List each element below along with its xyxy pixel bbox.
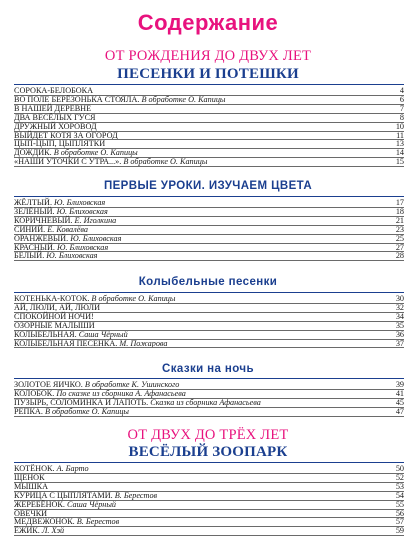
entry-page-number: 53 <box>395 481 404 491</box>
entry-author: Саша Чёрный <box>78 329 128 339</box>
entry-author: В обработке О. Капицы <box>44 406 129 416</box>
entry-title: ЗЕЛЁНЫЙ. <box>14 206 55 216</box>
entry-page-number: 6 <box>399 94 404 104</box>
entry-title: МЕДВЕЖОНОК. <box>14 517 75 527</box>
entry-title: ВО ПОЛЕ БЕРЁЗОНЬКА СТОЯЛА. <box>14 94 140 104</box>
section-divider <box>14 378 404 379</box>
entry-page-number: 32 <box>395 302 404 312</box>
entry-title: В НАШЕЙ ДЕРЕВНЕ <box>14 103 92 113</box>
entry-author: Ю. Блиховская <box>57 242 109 252</box>
entry-title: ЁЖИК. <box>14 526 40 536</box>
entry-title: ПУЗЫРЬ, СОЛОМИНКА И ЛАПОТЬ. <box>14 397 149 407</box>
toc-entry[interactable] <box>14 518 404 527</box>
entry-title: ЦЫП-ЦЫП, ЦЫПЛЯТКИ <box>14 139 106 149</box>
section-list-lullabies <box>14 295 404 348</box>
toc-entry[interactable] <box>14 465 404 474</box>
entry-title: ДОЖДИК. <box>14 148 52 158</box>
entry-page-number: 25 <box>395 233 404 243</box>
entry-title: ЖЕРЕБЁНОК. <box>14 499 65 509</box>
entry-author: В обработке О. Капицы <box>91 294 176 303</box>
entry-page-number: 4 <box>399 86 404 95</box>
section-heading-tales: Сказки на ночь <box>162 363 254 375</box>
entry-page-number: 28 <box>395 251 404 261</box>
entry-title: ЩЕНОК <box>14 472 45 482</box>
entry-author: Ю. Блиховская <box>56 206 108 216</box>
entry-underline <box>14 260 404 261</box>
entry-page-number: 10 <box>395 121 404 131</box>
entry-page-number: 34 <box>395 311 404 321</box>
entry-page-number: 11 <box>396 130 404 140</box>
toc-entry[interactable] <box>14 408 404 417</box>
entry-page-number: 7 <box>399 103 404 113</box>
entry-author: В. Берестов <box>114 490 158 500</box>
part-heading-1: ОТ РОЖДЕНИЯ ДО ДВУХ ЛЕТ <box>104 48 312 64</box>
entry-author: Л. Хэй <box>41 526 65 536</box>
entry-title: СПОКОЙНОЙ НОЧИ! <box>14 311 94 321</box>
entry-author: В обработке О. Капицы <box>123 157 208 167</box>
entry-page-number: 56 <box>395 508 404 518</box>
entry-author: М. Пожарова <box>119 338 168 348</box>
entry-underline <box>14 416 404 417</box>
page-title: Содержание <box>137 10 279 35</box>
entry-page-number: 14 <box>395 148 404 158</box>
entry-title: КОРИЧНЕВЫЙ. <box>14 215 73 225</box>
toc-entry[interactable] <box>14 474 404 483</box>
entry-title: КРАСНЫЙ. <box>14 242 55 252</box>
toc-entry[interactable] <box>14 158 404 167</box>
entry-underline <box>14 347 404 348</box>
entry-title: КОЛОБОК. <box>14 388 55 398</box>
section-list-zoo <box>14 465 404 536</box>
entry-page-number: 21 <box>395 215 404 225</box>
entry-title: МЫШКА <box>14 481 49 491</box>
entry-page-number: 39 <box>395 380 404 389</box>
entry-title: ЗОЛОТОЕ ЯИЧКО. <box>14 380 83 389</box>
entry-author: Ю. Блиховская <box>54 198 106 207</box>
entry-author: Е. Иголкина <box>74 215 117 225</box>
entry-underline <box>14 166 404 167</box>
toc-entry[interactable] <box>14 340 404 349</box>
entry-title: ДРУЖНЫЙ ХОРОВОД <box>14 121 97 131</box>
entry-page-number: 23 <box>395 224 404 234</box>
entry-underline <box>14 535 404 536</box>
entry-title: РЕПКА. <box>14 406 43 416</box>
entry-title: АЙ, ЛЮЛИ, АЙ, ЛЮЛИ <box>14 302 100 312</box>
entry-page-number: 36 <box>395 329 404 339</box>
entry-title: ОВЕЧКИ <box>14 508 48 518</box>
entry-page-number: 54 <box>395 490 404 500</box>
entry-title: «НАШИ УТОЧКИ С УТРА...». <box>14 157 122 167</box>
section-list-colors <box>14 199 404 261</box>
section-list-songs <box>14 87 404 167</box>
entry-page-number: 45 <box>395 397 404 407</box>
section-heading-zoo: ВЕСЁЛЫЙ ЗООПАРК <box>128 444 288 460</box>
section-divider <box>14 462 404 463</box>
entry-title: БЕЛЫЙ. <box>14 251 45 261</box>
toc-entry[interactable] <box>14 501 404 510</box>
section-heading-lullabies: Колыбельные песенки <box>138 276 278 288</box>
entry-page-number: 57 <box>395 517 404 527</box>
entry-page-number: 47 <box>395 406 404 416</box>
entry-title: СИНИЙ. <box>14 224 46 234</box>
entry-title: СОРОКА-БЕЛОБОКА <box>14 86 94 95</box>
entry-author: По сказке из сборника А. Афанасьева <box>56 388 186 398</box>
entry-title: КОТЁНОК. <box>14 464 55 473</box>
section-divider <box>14 292 404 293</box>
entry-page-number: 41 <box>395 388 404 398</box>
section-list-tales <box>14 381 404 417</box>
entry-page-number: 8 <box>399 112 404 122</box>
entry-title: ЖЁЛТЫЙ. <box>14 198 52 207</box>
entry-page-number: 59 <box>395 526 404 536</box>
entry-page-number: 27 <box>395 242 404 252</box>
entry-author: Ю. Блиховская <box>46 251 98 261</box>
entry-page-number: 55 <box>395 499 404 509</box>
toc-entry[interactable] <box>14 527 404 536</box>
entry-page-number: 30 <box>395 294 404 303</box>
entry-title: ОЗОРНЫЕ МАЛЫШИ <box>14 320 95 330</box>
section-divider <box>14 196 404 197</box>
entry-author: В обработке К. Ушинского <box>84 380 180 389</box>
entry-title: ВЫЙДЕТ КОТЯ ЗА ОГОРОД <box>14 130 118 140</box>
part-heading-2: ОТ ДВУХ ДО ТРЁХ ЛЕТ <box>127 427 289 443</box>
entry-page-number: 18 <box>395 206 404 216</box>
entry-title: КОЛЫБЕЛЬНАЯ ПЕСЕНКА. <box>14 338 118 348</box>
toc-entry[interactable] <box>14 252 404 261</box>
entry-author: А. Барто <box>56 464 89 473</box>
entry-title: КУРИЦА С ЦЫПЛЯТАМИ. <box>14 490 113 500</box>
entry-title: ДВА ВЕСЁЛЫХ ГУСЯ <box>14 112 96 122</box>
entry-title: КОЛЫБЕЛЬНАЯ. <box>14 329 77 339</box>
section-heading-colors: ПЕРВЫЕ УРОКИ. ИЗУЧАЕМ ЦВЕТА <box>103 180 313 192</box>
entry-title: ОРАНЖЕВЫЙ. <box>14 233 69 243</box>
entry-page-number: 17 <box>395 198 404 207</box>
entry-title: КОТЕНЬКА-КОТОК. <box>14 294 90 303</box>
entry-author: Ю. Блиховская <box>70 233 122 243</box>
entry-author: В обработке О. Капицы <box>141 94 226 104</box>
entry-author: Саша Чёрный <box>66 499 116 509</box>
entry-author: Сказка из сборника Афанасьева <box>150 397 261 407</box>
section-heading-songs: ПЕСЕНКИ И ПОТЕШКИ <box>117 66 299 82</box>
entry-author: Е. Ковалёва <box>47 224 88 234</box>
entry-page-number: 15 <box>395 157 404 167</box>
entry-page-number: 37 <box>395 338 404 348</box>
section-divider <box>14 84 404 85</box>
entry-author: В. Берестов <box>76 517 120 527</box>
entry-page-number: 35 <box>395 320 404 330</box>
entry-author: В обработке О. Капицы <box>53 148 138 158</box>
entry-page-number: 52 <box>395 472 404 482</box>
entry-page-number: 13 <box>395 139 404 149</box>
entry-page-number: 50 <box>395 464 404 473</box>
